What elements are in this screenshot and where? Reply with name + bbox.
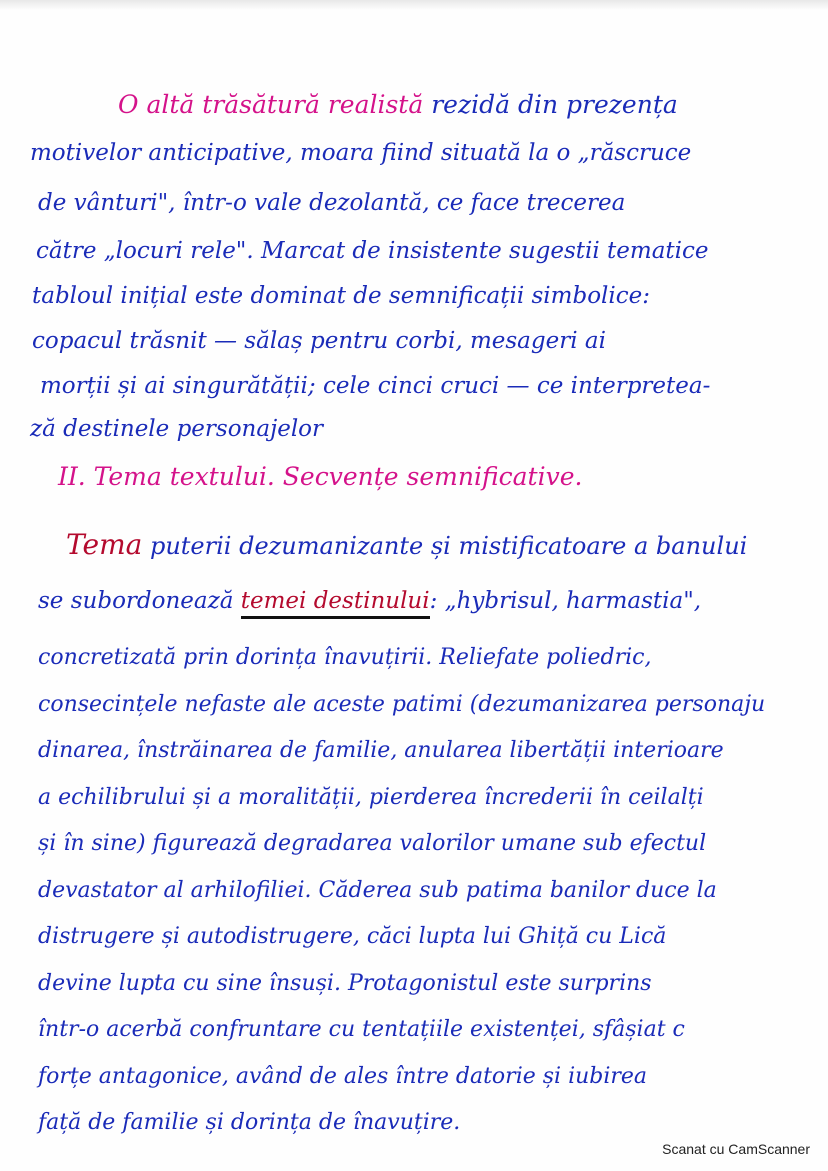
page-edge-shadow: [0, 0, 828, 10]
paragraph-1-text: copacul trăsnit — sălaș pentru corbi, mesageri ai: [32, 328, 606, 354]
paragraph-2-line: distrugere și autodistrugere, căci lupta lui Ghiță cu Lică: [38, 924, 667, 949]
paragraph-1-line: [40, 375, 710, 398]
paragraph-2-line: concretizată prin dorința înavuțirii. Reliefate poliedric,: [38, 645, 652, 670]
paragraph-2-line-2-pre: se subordonează: [38, 588, 241, 614]
scanner-footer: Scanat cu CamScanner: [662, 1141, 810, 1157]
paragraph-1-line: [30, 142, 691, 165]
paragraph-2-line-1-rest: puterii dezumanizante și mistificatoare a banului: [142, 532, 748, 560]
paragraph-2-lead-word: Tema: [66, 528, 143, 561]
paragraph-1-text: ză destinele personajelor: [30, 416, 324, 442]
paragraph-1-line: [36, 240, 709, 263]
paragraph-2-line: dinarea, înstrăinarea de familie, anularea libertății interioare: [38, 738, 724, 763]
paragraph-1-text: către „locuri rele". Marcat de insistente sugestii tematice: [36, 238, 709, 264]
paragraph-2-line: într-o acerbă confruntare cu tentațiile existenței, sfâșiat c: [38, 1017, 685, 1042]
paragraph-2-line: a echilibrului și a moralității, pierderea încrederii în ceilalți: [38, 784, 704, 810]
paragraph-1-line: [118, 92, 678, 117]
paragraph-2-line: forțe antagonice, având de ales între datorie și iubirea: [38, 1063, 648, 1089]
section-heading: II. Tema textului. Secvențe semnificative.: [58, 462, 583, 491]
paragraph-1-text: motivelor anticipative, moara fiind situată la o „răscruce: [30, 140, 692, 166]
emphasized-phrase: temei destinului: [241, 588, 430, 619]
paragraph-1-line: [32, 330, 606, 353]
paragraph-2-line-2-post: : „hybrisul, harmastia",: [429, 588, 702, 614]
paragraph-1-line: [38, 192, 625, 215]
paragraph-2-line: consecințele nefaste ale aceste patimi (dezumanizarea personaju: [38, 691, 766, 717]
paragraph-1-text: tabloul inițial este dominat de semnificații simbolice:: [32, 283, 650, 309]
paragraph-1-line: [32, 285, 650, 308]
paragraph-2-line: devine lupta cu sine însuși. Protagonistul este surprins: [38, 970, 652, 996]
paragraph-1-text: morții și ai singurătății; cele cinci cruci — ce interpretea-: [40, 373, 711, 399]
paragraph-2-line: față de familie și dorința de înavuțire.: [38, 1110, 461, 1135]
paragraph-2-line-2: [38, 590, 701, 613]
paragraph-2-line-1: [66, 528, 748, 561]
paragraph-2-line: devastator al arhilofiliei. Căderea sub patima banilor duce la: [38, 877, 717, 903]
paragraph-1-line: [30, 418, 323, 441]
paragraph-1-text: de vânturi", într-o vale dezolantă, ce face trecerea: [38, 190, 626, 216]
paragraph-2-line: și în sine) figurează degradarea valorilor umane sub efectul: [38, 831, 707, 856]
paragraph-1-text: O altă trăsătură realistă: [118, 90, 424, 119]
paragraph-1-text: rezidă din prezența: [423, 90, 678, 119]
